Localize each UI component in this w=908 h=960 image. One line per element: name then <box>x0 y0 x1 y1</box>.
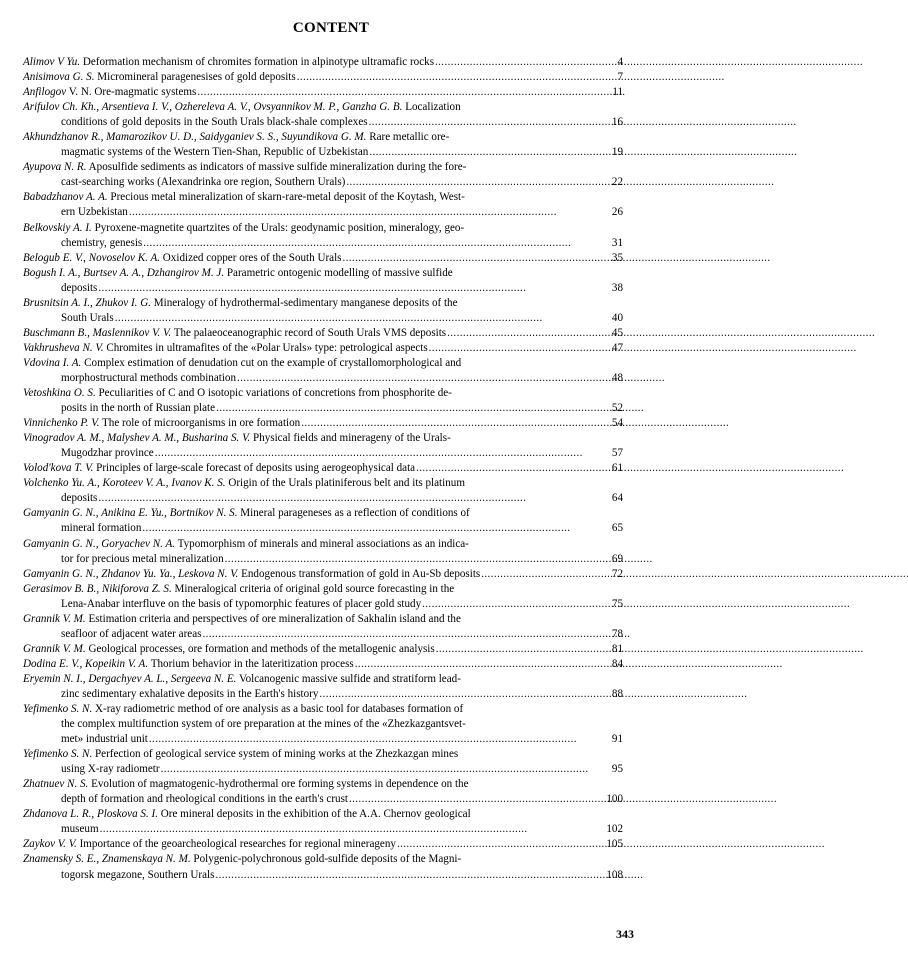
toc-entry-page: 102 <box>606 823 623 836</box>
toc-entry-author: Belkovskiy A. I. <box>23 221 92 234</box>
toc-entry-author: Vakhrusheva N. V. <box>23 341 104 354</box>
toc-entry <box>23 221 623 251</box>
toc-entry-title: Perfection of geological service system of mining works at the Zhezkazgan mines <box>95 748 459 761</box>
toc-entry-page: 4 <box>617 56 623 68</box>
toc-entry-title: Ore mineral deposits in the exhibition of the A.A. Chernov geological <box>160 808 471 821</box>
toc-entry-author: Zhdanova L. R., Ploskova S. I. <box>23 808 158 821</box>
toc-entry-title: South Urals <box>61 311 114 324</box>
toc-entry <box>23 537 623 567</box>
toc-entry-title: Geological processes, ore formation and methods of the metallogenic analysis <box>88 642 435 655</box>
toc-entry-page: 72 <box>611 567 623 580</box>
toc-entry-title: magmatic systems of the Western Tien-Shan, Republic of Uzbekistan <box>61 146 369 159</box>
toc-entry-title: Micromineral paragenesises of gold deposits <box>97 71 296 84</box>
toc-entry-title: using X-ray radiometr <box>61 763 160 776</box>
toc-entry-title: Parametric ontogenic modelling of massive sulfide <box>226 266 453 279</box>
toc-entry <box>23 70 623 85</box>
toc-entry-title: posits in the north of Russian plate <box>61 402 216 415</box>
toc-entry-page: 57 <box>611 447 623 460</box>
toc-entry-page: 69 <box>611 552 623 565</box>
toc-entry-author: Vinnichenko P. V. <box>23 417 100 430</box>
toc-entry-page: 88 <box>611 687 623 700</box>
toc-entry <box>23 807 623 837</box>
toc-entry <box>23 461 623 476</box>
toc-entry <box>23 642 623 657</box>
dot-leader <box>355 657 611 672</box>
toc-entry-page: 35 <box>611 251 623 264</box>
dot-leader <box>215 868 605 883</box>
toc-entry <box>23 296 623 326</box>
toc-entry <box>23 386 623 416</box>
toc-entry <box>23 160 623 190</box>
toc-entry-title: museum <box>61 823 99 836</box>
toc-entry <box>23 100 623 130</box>
toc-entry-title: Evolution of magmatogenic-hydrothermal ore forming systems in dependence on the <box>91 778 469 791</box>
toc-entry <box>23 356 623 386</box>
toc-entry-page: 84 <box>611 657 623 670</box>
toc-entry-title: Complex estimation of denudation cut on the example of crystallomorphological and <box>84 356 462 369</box>
page-title: CONTENT <box>292 20 370 36</box>
toc-entry <box>23 582 623 612</box>
dot-leader <box>436 642 611 657</box>
toc-entry-page: 47 <box>611 341 623 354</box>
page-number: 343 <box>616 927 634 941</box>
toc-entry-title: Rare metallic ore- <box>369 131 450 144</box>
toc-entry <box>23 85 623 100</box>
toc-entry <box>23 326 623 341</box>
toc-entry-title: tor for precious metal mineralization <box>61 552 224 565</box>
dot-leader <box>435 55 616 70</box>
dot-leader <box>369 145 611 160</box>
toc-entry-title: The palaeoceanographic record of South Urals VMS deposits <box>173 326 447 339</box>
toc-entry-title: the complex multifunction system of ore preparation at the mines of the «Zhezkazgantsvet- <box>61 718 466 731</box>
toc-entry-author: Grannik V. M. <box>23 642 86 655</box>
dot-leader <box>346 175 611 190</box>
dot-leader <box>143 236 611 251</box>
dot-leader <box>416 461 611 476</box>
toc-entry-title: Pyroxene-magnetite quartzites of the Urals: geodynamic position, mineralogy, geo- <box>94 221 465 234</box>
toc-entry-author: Arifulov Ch. Kh., Arsentieva I. V., Ozhereleva A. V., Ovsyannikov M. P., Ganzha G. B. <box>23 101 403 114</box>
toc-entry-page: 108 <box>606 868 623 881</box>
toc-entry <box>23 777 623 807</box>
toc-entry-title: seafloor of adjacent water areas <box>61 627 202 640</box>
dot-leader <box>155 446 611 461</box>
toc-entry-author: Babadzhanov A. A. <box>23 191 108 204</box>
toc-entry-page: 48 <box>611 371 623 384</box>
toc-entry-page: 16 <box>611 116 623 129</box>
dot-leader <box>397 837 605 852</box>
toc-entry-author: Dodina E. V., Kopeikin V. A. <box>23 657 149 670</box>
toc-entry-title: Lena-Anabar interfluve on the basis of typomorphic features of placer gold study <box>61 597 422 610</box>
toc-entry-title: Precious metal mineralization of skarn-rare-metal deposit of the Koytash, West- <box>110 191 465 204</box>
toc-entry-page: 26 <box>611 206 623 219</box>
toc-entry-author: Vetoshkina O. S. <box>23 387 96 400</box>
toc-entry-page: 100 <box>606 793 623 806</box>
toc-entry-page: 65 <box>611 522 623 535</box>
toc-entry-author: Brusnitsin A. I., Zhukov I. G. <box>23 296 151 309</box>
dot-leader <box>202 627 610 642</box>
dot-leader <box>216 401 611 416</box>
toc-entry-author: Gerasimov B. B., Nikiforova Z. S. <box>23 582 172 595</box>
dot-leader <box>115 311 611 326</box>
toc-entry <box>23 476 623 506</box>
dot-leader <box>349 792 605 807</box>
toc-entry-page: 95 <box>611 763 623 776</box>
toc-entry-title: Principles of large-scale forecast of deposits using aerogeophysical data <box>96 462 416 475</box>
toc-entry-title: met» industrial unit <box>61 733 148 746</box>
toc-entry-page: 31 <box>611 236 623 249</box>
toc-entry-author: Grannik V. M. <box>23 612 86 625</box>
dot-leader <box>98 281 611 296</box>
toc-entry-page: 38 <box>611 281 623 294</box>
toc-entry-author: Zaykov V. V. <box>23 838 77 851</box>
toc-entry-author: Alimov V Yu. <box>23 56 81 68</box>
dot-leader <box>297 70 617 85</box>
toc-entry <box>23 190 623 220</box>
dot-leader <box>225 552 611 567</box>
toc-entry-title: Thorium behavior in the lateritization process <box>150 657 354 670</box>
toc-entry-page: 52 <box>611 402 623 415</box>
toc-entry-title: deposits <box>61 281 98 294</box>
toc-entry-author: Buschmann B., Maslennikov V. V. <box>23 326 172 339</box>
toc-entry-author: Ayupova N. R. <box>23 161 87 174</box>
toc-entry-author: Vinogradov A. M., Malyshev A. M., Busharina S. V. <box>23 432 251 445</box>
toc-entry-page: 19 <box>611 146 623 159</box>
toc-entry-author: Gamyanin G. N., Zhdanov Yu. Ya., Leskova N. V. <box>23 567 239 580</box>
toc-entry-title: togorsk megazone, Southern Urals <box>61 868 215 881</box>
toc-entry-page: 78 <box>611 627 623 640</box>
toc-entry-title: Peculiarities of C and O isotopic variations of concretions from phosphorite de- <box>98 387 452 400</box>
dot-leader <box>447 326 611 341</box>
toc-entry-title: morphostructural methods combination <box>61 371 237 384</box>
toc-entry-title: zinc sedimentary exhalative deposits in the Earth's history <box>61 687 319 700</box>
toc-entry-page: 7 <box>617 71 623 84</box>
toc-entry-title: Origin of the Urals platiniferous belt and its platinum <box>228 477 465 490</box>
toc-entry <box>23 431 623 461</box>
toc-entry-author: Yefimenko S. N. <box>23 748 93 761</box>
toc-entry-title: ern Uzbekistan <box>61 206 128 219</box>
toc-entry <box>23 341 623 356</box>
dot-leader <box>142 521 611 536</box>
toc-entry-title: chemistry, genesis <box>61 236 143 249</box>
dot-leader <box>197 85 611 100</box>
toc-entry <box>23 55 623 70</box>
toc-entry-author: Znamensky S. E., Znamenskaya N. M. <box>23 853 191 866</box>
dot-leader <box>98 491 611 506</box>
dot-leader <box>481 567 611 582</box>
toc-entry-page: 91 <box>611 733 623 746</box>
toc-entry <box>23 657 623 672</box>
toc-entry-title: Polygenic-polychronous gold-sulfide deposits of the Magni- <box>193 853 462 866</box>
toc-entry-author: Volod'kova T. V. <box>23 462 94 475</box>
toc-entry-author: Belogub E. V., Novoselov K. A. <box>23 251 161 264</box>
dot-leader <box>100 822 606 837</box>
toc-entry-title: Mineral parageneses as a reflection of conditions of <box>240 507 470 520</box>
toc-entry-page: 45 <box>611 326 623 339</box>
dot-leader <box>301 416 611 431</box>
toc-entry-author: Anisimova G. S. <box>23 71 95 84</box>
toc-entry-title: Estimation criteria and perspectives of ore mineralization of Sakhalin island and the <box>88 612 461 625</box>
dot-leader <box>319 687 611 702</box>
toc-entry-title: Endogenous transformation of gold in Au-Sb deposits <box>241 567 481 580</box>
toc-entry-author: Yefimenko S. N. <box>23 703 93 716</box>
toc-entry-title: depth of formation and rheological conditions in the earth's crust <box>61 793 348 806</box>
toc-entry-title: Physical fields and mineragenу of the Urals- <box>252 432 451 445</box>
toc-entry-author: Zhatnuev N. S. <box>23 778 89 791</box>
toc-entry-page: 105 <box>606 838 623 851</box>
toc-entry-author: Volchenko Yu. A., Koroteev V. A., Ivanov K. S. <box>23 477 226 490</box>
table-of-contents <box>23 55 623 883</box>
toc-entry-title: Deformation mechanism of chromites formation in alpinotype ultramafic rocks <box>82 56 435 68</box>
dot-leader <box>237 371 611 386</box>
toc-entry-page: 11 <box>612 86 623 99</box>
toc-entry <box>23 837 623 852</box>
toc-entry-title: Importance of the geoarcheological researches for regional mineragenу <box>79 838 396 851</box>
dot-leader <box>149 732 611 747</box>
toc-entry-title: Localization <box>405 101 461 114</box>
toc-entry <box>23 251 623 266</box>
toc-entry-title: Typomorphism of minerals and mineral associations as an indica- <box>177 537 469 550</box>
dot-leader <box>422 597 611 612</box>
toc-entry-title: cast-searching works (Alexandrinka ore region, Southern Urals) <box>61 176 346 189</box>
dot-leader <box>129 205 611 220</box>
toc-entry-title: Chromites in ultramafites of the «Polar Urals» type: petrological aspects <box>106 341 428 354</box>
toc-entry-title: Mineralogical criteria of original gold source forecasting in the <box>174 582 455 595</box>
toc-entry-author: Eryemin N. I., Dergachyev A. L., Sergeeva N. E. <box>23 672 237 685</box>
toc-entry <box>23 612 623 642</box>
toc-entry-page: 81 <box>611 642 623 655</box>
toc-entry-author: Gamyanin G. N., Anikina E. Yu., Bortnikov N. S. <box>23 507 238 520</box>
toc-entry-title: X-ray radiometric method of ore analysis as a basic tool for databases formation of <box>95 703 464 716</box>
toc-entry <box>23 567 623 582</box>
toc-entry-page: 61 <box>611 462 623 475</box>
toc-entry-page: 22 <box>611 176 623 189</box>
toc-entry-author: Akhundzhanov R., Mamarozikov U. D., Saidyganiev S. S., Suyundikova G. M. <box>23 131 367 144</box>
toc-entry-title: The role of microorganisms in ore formation <box>102 417 301 430</box>
toc-entry-author: Bogush I. A., Burtsev A. A., Dzhangirov M. J. <box>23 266 225 279</box>
toc-entry <box>23 852 623 882</box>
toc-entry-title: Oxidized copper ores of the South Urals <box>162 251 342 264</box>
toc-entry-title: conditions of gold deposits in the South Urals black-shale complexes <box>61 116 368 129</box>
dot-leader <box>369 115 611 130</box>
toc-entry-page: 40 <box>611 311 623 324</box>
toc-entry <box>23 130 623 160</box>
dot-leader <box>342 251 610 266</box>
toc-entry-title: Volcanogenic massive sulfide and stratiform lead- <box>238 672 461 685</box>
toc-entry-title: mineral formation <box>61 522 142 535</box>
toc-entry <box>23 266 623 296</box>
toc-entry-page: 64 <box>611 492 623 505</box>
toc-entry-author: Anfilogov <box>23 86 67 99</box>
dot-leader <box>429 341 611 356</box>
toc-entry <box>23 747 623 777</box>
toc-entry-title: Mugodzhar province <box>61 447 154 460</box>
toc-entry-title: Aposulfide sediments as indicators of massive sulfide mineralization during the fore- <box>88 161 467 174</box>
toc-entry-title: deposits <box>61 492 98 505</box>
toc-entry-page: 75 <box>611 597 623 610</box>
toc-entry <box>23 702 623 747</box>
toc-entry <box>23 672 623 702</box>
toc-entry-page: 54 <box>611 417 623 430</box>
toc-entry-author: Gamyanin G. N., Goryachev N. A. <box>23 537 176 550</box>
toc-entry <box>23 416 623 431</box>
dot-leader <box>161 762 611 777</box>
toc-entry-author: Vdovina I. A. <box>23 356 82 369</box>
toc-entry-title: Mineralogy of hydrothermal-sedimentary manganese deposits of the <box>153 296 458 309</box>
toc-entry-title: V. N. Ore-magmatic systems <box>68 86 197 99</box>
toc-entry <box>23 506 623 536</box>
